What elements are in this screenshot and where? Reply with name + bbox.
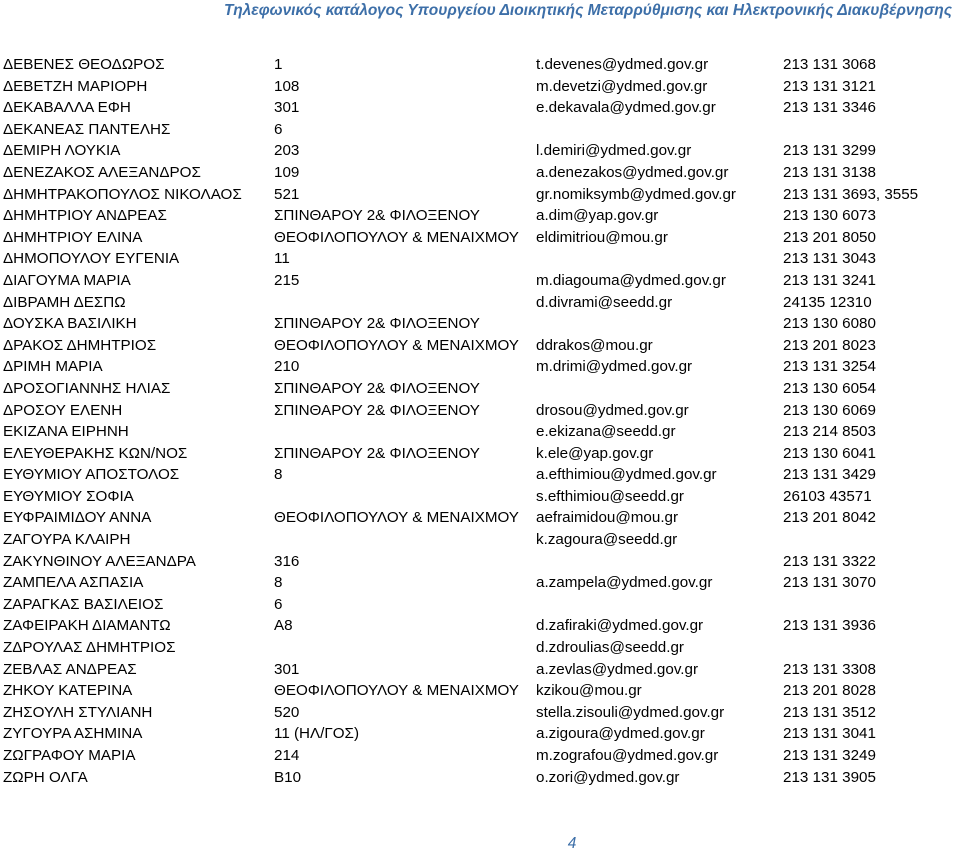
office-location: Β10 bbox=[274, 768, 302, 786]
table-row bbox=[0, 659, 960, 681]
email-address: gr.nomiksymb@ydmed.gov.gr bbox=[536, 185, 736, 203]
office-location: 108 bbox=[274, 77, 300, 95]
office-location: ΣΠΙΝΘΑΡΟΥ 2& ΦΙΛΟΞΕΝΟΥ bbox=[274, 444, 480, 462]
contact-name: ΖΔΡΟΥΛΑΣ ΔΗΜΗΤΡΙΟΣ bbox=[3, 639, 176, 657]
contact-name: ΔΕΚΑΝΕΑΣ ΠΑΝΤΕΛΗΣ bbox=[3, 120, 171, 138]
office-location: 215 bbox=[274, 271, 300, 289]
phone-number: 213 131 3249 bbox=[783, 747, 876, 764]
office-location: 214 bbox=[274, 747, 300, 764]
email-address: e.ekizana@seedd.gr bbox=[536, 423, 676, 441]
email-address: stella.zisouli@ydmed.gov.gr bbox=[536, 703, 725, 721]
table-row bbox=[0, 723, 960, 745]
table-row bbox=[0, 421, 960, 443]
email-address: m.devetzi@ydmed.gov.gr bbox=[536, 77, 708, 95]
table-row bbox=[0, 486, 960, 508]
email-address: a.dim@yap.gov.gr bbox=[536, 207, 659, 225]
contact-name: ΖΥΓΟΥΡΑ ΑΣΗΜΙΝΑ bbox=[3, 725, 143, 743]
phone-number: 213 214 8503 bbox=[783, 423, 876, 441]
phone-number: 213 131 3068 bbox=[783, 56, 876, 73]
contact-name: ΔΙΒΡΑΜΗ ΔΕΣΠΩ bbox=[3, 293, 126, 311]
office-location: 8 bbox=[274, 574, 283, 592]
phone-number: 213 131 3905 bbox=[783, 768, 876, 786]
office-location: 11 (ΗΛ/ΓΟΣ) bbox=[274, 725, 359, 743]
table-row bbox=[0, 767, 960, 789]
contact-name: ΔΙΑΓΟΥΜΑ ΜΑΡΙΑ bbox=[3, 271, 131, 289]
phone-number: 213 131 3043 bbox=[783, 250, 876, 268]
office-location: ΣΠΙΝΘΑΡΟΥ 2& ΦΙΛΟΞΕΝΟΥ bbox=[274, 315, 480, 333]
phone-number: 213 131 3121 bbox=[783, 77, 876, 95]
table-row bbox=[0, 464, 960, 486]
table-row bbox=[0, 594, 960, 616]
email-address: a.zampela@ydmed.gov.gr bbox=[536, 574, 713, 592]
table-row bbox=[0, 507, 960, 529]
contact-name: ΖΩΡΗ ΟΛΓΑ bbox=[3, 768, 88, 786]
contact-name: ΕΚΙΖΑΝΑ ΕΙΡΗΝΗ bbox=[3, 423, 129, 441]
phone-number: 213 201 8028 bbox=[783, 682, 876, 700]
office-location: 316 bbox=[274, 552, 300, 570]
table-row bbox=[0, 680, 960, 702]
contact-name: ΖΑΦΕΙΡΑΚΗ ΔΙΑΜΑΝΤΩ bbox=[3, 617, 171, 635]
office-location: ΘΕΟΦΙΛΟΠΟΥΛΟΥ & ΜΕΝΑΙΧΜΟΥ bbox=[274, 228, 519, 246]
office-location: 301 bbox=[274, 99, 300, 117]
email-address: d.zdroulias@seedd.gr bbox=[536, 639, 684, 657]
email-address: e.dekavala@ydmed.gov.gr bbox=[536, 99, 716, 117]
email-address: a.efthimiou@ydmed.gov.gr bbox=[536, 466, 717, 484]
contact-name: ΕΥΘΥΜΙΟΥ ΑΠΟΣΤΟΛΟΣ bbox=[3, 466, 180, 484]
office-location: 109 bbox=[274, 163, 300, 181]
email-address: o.zori@ydmed.gov.gr bbox=[536, 768, 680, 786]
phone-number: 213 131 3241 bbox=[783, 271, 876, 289]
table-row bbox=[0, 76, 960, 98]
office-location: ΣΠΙΝΘΑΡΟΥ 2& ΦΙΛΟΞΕΝΟΥ bbox=[274, 401, 480, 419]
phone-number: 213 130 6069 bbox=[783, 401, 876, 419]
office-location: 11 bbox=[274, 250, 290, 268]
contact-name: ΖΗΣΟΥΛΗ ΣΤΥΛΙΑΝΗ bbox=[3, 703, 153, 721]
email-address: l.demiri@ydmed.gov.gr bbox=[536, 142, 692, 160]
email-address: m.zografou@ydmed.gov.gr bbox=[536, 747, 719, 764]
page-number: 4 bbox=[567, 835, 577, 852]
office-location: 301 bbox=[274, 660, 300, 678]
table-row bbox=[0, 443, 960, 465]
contact-name: ΔΕΒΕΝΕΣ ΘΕΟΔΩΡΟΣ bbox=[3, 56, 165, 73]
table-row bbox=[0, 702, 960, 724]
table-row bbox=[0, 205, 960, 227]
phone-number: 213 201 8023 bbox=[783, 336, 876, 354]
email-address: s.efthimiou@seedd.gr bbox=[536, 487, 684, 505]
phone-number: 213 131 3299 bbox=[783, 142, 876, 160]
phone-number: 213 131 3041 bbox=[783, 725, 876, 743]
contact-name: ΖΑΓΟΥΡΑ ΚΛΑΙΡΗ bbox=[3, 531, 131, 549]
table-row bbox=[0, 54, 960, 76]
office-location: ΣΠΙΝΘΑΡΟΥ 2& ΦΙΛΟΞΕΝΟΥ bbox=[274, 379, 480, 397]
phone-number: 213 130 6073 bbox=[783, 207, 876, 225]
contact-name: ΔΗΜΟΠΟΥΛΟΥ ΕΥΓΕΝΙΑ bbox=[3, 250, 180, 268]
contact-name: ΔΡΙΜΗ ΜΑΡΙΑ bbox=[3, 358, 103, 376]
email-address: m.diagouma@ydmed.gov.gr bbox=[536, 271, 726, 289]
phone-number: 24135 12310 bbox=[783, 293, 872, 311]
contact-name: ΔΕΜΙΡΗ ΛΟΥΚΙΑ bbox=[3, 142, 121, 160]
email-address: drosou@ydmed.gov.gr bbox=[536, 401, 689, 419]
document-header: Τηλεφωνικός κατάλογος Υπουργείου Διοικητικής Μεταρρύθμισης και Ηλεκτρονικής Διακυβέρνησης bbox=[224, 2, 952, 19]
office-location: ΘΕΟΦΙΛΟΠΟΥΛΟΥ & ΜΕΝΑΙΧΜΟΥ bbox=[274, 682, 519, 700]
contact-name: ΖΩΓΡΑΦΟΥ ΜΑΡΙΑ bbox=[3, 747, 136, 764]
table-row bbox=[0, 227, 960, 249]
email-address: k.ele@yap.gov.gr bbox=[536, 444, 654, 462]
phone-number: 213 201 8042 bbox=[783, 509, 876, 527]
table-row bbox=[0, 529, 960, 551]
table-row bbox=[0, 140, 960, 162]
office-location: 210 bbox=[274, 358, 300, 376]
phone-number: 213 130 6041 bbox=[783, 444, 876, 462]
office-location: 6 bbox=[274, 120, 283, 138]
table-row bbox=[0, 745, 960, 767]
table-row bbox=[0, 356, 960, 378]
email-address: ddrakos@mou.gr bbox=[536, 336, 653, 354]
table-row bbox=[0, 97, 960, 119]
phone-number: 213 130 6080 bbox=[783, 315, 876, 333]
table-row bbox=[0, 400, 960, 422]
phone-number: 213 131 3322 bbox=[783, 552, 876, 570]
contact-name: ΔΟΥΣΚΑ ΒΑΣΙΛΙΚΗ bbox=[3, 315, 137, 333]
office-location: 521 bbox=[274, 185, 300, 203]
contact-name: ΔΗΜΗΤΡΙΟΥ ΕΛΙΝΑ bbox=[3, 228, 143, 246]
table-row bbox=[0, 248, 960, 270]
email-address: k.zagoura@seedd.gr bbox=[536, 531, 678, 549]
contact-name: ΕΛΕΥΘΕΡΑΚΗΣ ΚΩΝ/ΝΟΣ bbox=[3, 444, 188, 462]
table-row bbox=[0, 551, 960, 573]
phone-number: 213 131 3429 bbox=[783, 466, 876, 484]
contact-name: ΔΡΟΣΟΓΙΑΝΝΗΣ ΗΛΙΑΣ bbox=[3, 379, 171, 397]
phone-number: 213 130 6054 bbox=[783, 379, 876, 397]
phone-number: 213 131 3693, 3555 bbox=[783, 185, 919, 203]
email-address: kzikou@mou.gr bbox=[536, 682, 642, 700]
phone-number: 26103 43571 bbox=[783, 487, 872, 505]
table-row bbox=[0, 615, 960, 637]
contact-name: ΖΕΒΛΑΣ ΑΝΔΡΕΑΣ bbox=[3, 660, 137, 678]
office-location: 203 bbox=[274, 142, 300, 160]
office-location: 1 bbox=[274, 56, 283, 73]
table-row bbox=[0, 637, 960, 659]
table-row bbox=[0, 378, 960, 400]
table-row bbox=[0, 119, 960, 141]
table-row bbox=[0, 335, 960, 357]
contact-name: ΕΥΘΥΜΙΟΥ ΣΟΦΙΑ bbox=[3, 487, 134, 505]
email-address: a.denezakos@ydmed.gov.gr bbox=[536, 163, 729, 181]
office-location: ΘΕΟΦΙΛΟΠΟΥΛΟΥ & ΜΕΝΑΙΧΜΟΥ bbox=[274, 509, 519, 527]
email-address: a.zigoura@ydmed.gov.gr bbox=[536, 725, 705, 743]
directory-table bbox=[0, 54, 960, 788]
email-address: t.devenes@ydmed.gov.gr bbox=[536, 56, 709, 73]
office-location: ΣΠΙΝΘΑΡΟΥ 2& ΦΙΛΟΞΕΝΟΥ bbox=[274, 207, 480, 225]
contact-name: ΔΗΜΗΤΡΙΟΥ ΑΝΔΡΕΑΣ bbox=[3, 207, 167, 225]
phone-number: 213 131 3512 bbox=[783, 703, 876, 721]
phone-number: 213 131 3936 bbox=[783, 617, 876, 635]
contact-name: ΕΥΦΡΑΙΜΙΔΟΥ ΑΝΝΑ bbox=[3, 509, 152, 527]
contact-name: ΔΗΜΗΤΡΑΚΟΠΟΥΛΟΣ ΝΙΚΟΛΑΟΣ bbox=[3, 185, 242, 203]
email-address: m.drimi@ydmed.gov.gr bbox=[536, 358, 693, 376]
phone-number: 213 201 8050 bbox=[783, 228, 876, 246]
table-row bbox=[0, 572, 960, 594]
phone-number: 213 131 3308 bbox=[783, 660, 876, 678]
contact-name: ΖΑΚΥΝΘΙΝΟΥ ΑΛΕΞΑΝΔΡΑ bbox=[3, 552, 196, 570]
contact-name: ΔΡΑΚΟΣ ΔΗΜΗΤΡΙΟΣ bbox=[3, 336, 157, 354]
contact-name: ΔΕΒΕΤΖΗ ΜΑΡΙΟΡΗ bbox=[3, 77, 148, 95]
office-location: ΘΕΟΦΙΛΟΠΟΥΛΟΥ & ΜΕΝΑΙΧΜΟΥ bbox=[274, 336, 519, 354]
contact-name: ΔΕΚΑΒΑΛΛΑ ΕΦΗ bbox=[3, 99, 131, 117]
table-row bbox=[0, 292, 960, 314]
email-address: aefraimidou@mou.gr bbox=[536, 509, 679, 527]
table-row bbox=[0, 184, 960, 206]
phone-number: 213 131 3138 bbox=[783, 163, 876, 181]
contact-name: ΖΑΡΑΓΚΑΣ ΒΑΣΙΛΕΙΟΣ bbox=[3, 595, 164, 613]
contact-name: ΖΑΜΠΕΛΑ ΑΣΠΑΣΙΑ bbox=[3, 574, 144, 592]
table-row bbox=[0, 162, 960, 184]
table-row bbox=[0, 313, 960, 335]
email-address: d.divrami@seedd.gr bbox=[536, 293, 673, 311]
phone-number: 213 131 3254 bbox=[783, 358, 876, 376]
office-location: 6 bbox=[274, 595, 283, 613]
office-location: Α8 bbox=[274, 617, 293, 635]
email-address: eldimitriou@mou.gr bbox=[536, 228, 668, 246]
contact-name: ΔΕΝΕΖΑΚΟΣ ΑΛΕΞΑΝΔΡΟΣ bbox=[3, 163, 201, 181]
contact-name: ΔΡΟΣΟΥ ΕΛΕΝΗ bbox=[3, 401, 123, 419]
office-location: 520 bbox=[274, 703, 300, 721]
email-address: a.zevlas@ydmed.gov.gr bbox=[536, 660, 699, 678]
contact-name: ΖΗΚΟΥ ΚΑΤΕΡΙΝΑ bbox=[3, 682, 133, 700]
email-address: d.zafiraki@ydmed.gov.gr bbox=[536, 617, 704, 635]
table-row bbox=[0, 270, 960, 292]
phone-number: 213 131 3346 bbox=[783, 99, 876, 117]
office-location: 8 bbox=[274, 466, 283, 484]
phone-number: 213 131 3070 bbox=[783, 574, 876, 592]
